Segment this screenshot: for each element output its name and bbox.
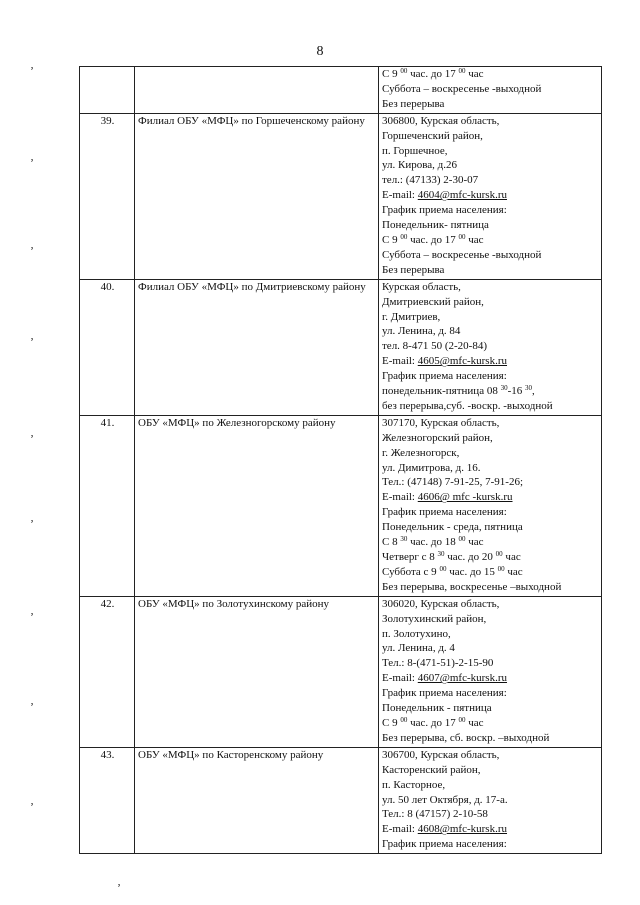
detail-line: Четверг с 8 $^{30}$ час. до 20 $^{00}$ час xyxy=(382,550,521,563)
detail-line: п. Золотухино, xyxy=(382,627,451,640)
branch-details xyxy=(379,279,602,415)
branch-name: ОБУ «МФЦ» по Золотухинскому району xyxy=(135,596,379,747)
detail-line: Касторенский район, xyxy=(382,763,481,776)
detail-line: График приема населения: xyxy=(382,687,507,700)
detail-line: Понедельник - пятница xyxy=(382,702,492,715)
detail-line: г. Дмитриев, xyxy=(382,310,441,323)
detail-line: E-mail: 4606@ mfc -kursk.ru xyxy=(382,491,513,504)
detail-line: ул. Ленина, д. 4 xyxy=(382,642,455,655)
detail-line: Тел.: 8 (47157) 2-10-58 xyxy=(382,808,488,821)
email-link[interactable]: 4606@ mfc -kursk.ru xyxy=(417,491,513,504)
detail-line: График приема населения: xyxy=(382,506,507,519)
detail-line: 306700, Курская область, xyxy=(382,748,500,761)
table-row xyxy=(80,747,602,853)
table-row xyxy=(80,279,602,415)
page-number: 8 xyxy=(316,44,324,59)
detail-line: Понедельник - среда, пятница xyxy=(382,521,523,534)
check-mark-icon: ʼ xyxy=(117,881,121,895)
branch-name: ОБУ «МФЦ» по Железногорскому району xyxy=(135,415,379,596)
detail-line: График приема населения: xyxy=(382,370,507,383)
detail-line: п. Горшечное, xyxy=(382,144,448,157)
email-link[interactable]: 4604@mfc-kursk.ru xyxy=(417,189,508,202)
check-mark-icon: ʼ xyxy=(30,700,34,714)
detail-line: тел.: (47133) 2-30-07 xyxy=(382,174,479,187)
detail-line: Курская область, xyxy=(382,280,461,293)
detail-line: Без перерыва xyxy=(382,97,445,110)
detail-line: п. Касторное, xyxy=(382,778,446,791)
detail-line: E-mail: 4608@mfc-kursk.ru xyxy=(382,823,508,836)
detail-line: ул. Димитрова, д. 16. xyxy=(382,461,481,474)
detail-line: E-mail: 4605@mfc-kursk.ru xyxy=(382,355,508,368)
check-mark-icon: ʼ xyxy=(30,156,34,170)
detail-line: Суббота – воскресенье -выходной xyxy=(382,248,542,261)
row-number: 40. xyxy=(80,279,135,415)
branch-details xyxy=(379,67,602,114)
branch-name: Филиал ОБУ «МФЦ» по Горшеченскому району xyxy=(135,113,379,279)
detail-line: Суббота – воскресенье -выходной xyxy=(382,82,542,95)
branch-details xyxy=(379,596,602,747)
detail-line: С 9 $^{00}$ час. до 17 $^{00}$ час xyxy=(382,67,484,80)
row-number: 43. xyxy=(80,747,135,853)
detail-line: Тел.: 8-(471-51)-2-15-90 xyxy=(382,657,494,670)
detail-line: График приема населения: xyxy=(382,204,507,217)
table-row xyxy=(80,596,602,747)
detail-line: 306020, Курская область, xyxy=(382,597,500,610)
row-number xyxy=(80,67,135,114)
detail-line: Суббота с 9 $^{00}$ час. до 15 $^{00}$ час xyxy=(382,564,523,578)
branch-table xyxy=(79,66,602,854)
check-mark-icon: ʼ xyxy=(30,517,34,531)
check-mark-icon: ʼ xyxy=(30,64,34,78)
detail-line: С 8 $^{30}$ час. до 18 $^{00}$ час xyxy=(382,535,484,549)
branch-name: ОБУ «МФЦ» по Касторенскому району xyxy=(135,747,379,853)
check-mark-icon: ʼ xyxy=(30,610,34,624)
check-mark-icon: ʼ xyxy=(30,432,34,446)
detail-line: ул. Ленина, д. 84 xyxy=(382,325,461,338)
detail-line: тел. 8-471 50 (2-20-84) xyxy=(382,340,487,353)
detail-line: Золотухинский район, xyxy=(382,612,487,625)
detail-line: Понедельник- пятница xyxy=(382,219,489,232)
detail-line: С 9 $^{00}$ час. до 17 $^{00}$ час xyxy=(382,715,484,729)
branch-name: Филиал ОБУ «МФЦ» по Дмитриевскому району xyxy=(135,279,379,415)
email-link[interactable]: 4605@mfc-kursk.ru xyxy=(417,355,508,368)
branch-name xyxy=(135,67,379,114)
row-number: 39. xyxy=(80,113,135,279)
detail-line: без перерыва,суб. -воскр. -выходной xyxy=(382,399,553,412)
branch-details xyxy=(379,747,602,853)
detail-line: E-mail: 4604@mfc-kursk.ru xyxy=(382,189,508,202)
detail-line: понедельник-пятница 08 $^{30}$-16 $^{30}$, xyxy=(382,384,535,398)
detail-line: График приема населения: xyxy=(382,838,507,851)
detail-line: ул. Кирова, д.26 xyxy=(382,159,458,172)
email-link[interactable]: 4607@mfc-kursk.ru xyxy=(417,672,508,685)
table-row xyxy=(80,113,602,279)
detail-line: 306800, Курская область, xyxy=(382,114,500,127)
table-body xyxy=(80,67,602,854)
detail-line: г. Железногорск, xyxy=(382,446,460,459)
table-row xyxy=(80,415,602,596)
detail-line: Железногорский район, xyxy=(382,431,493,444)
table-row-continued xyxy=(80,67,602,114)
detail-line: ул. 50 лет Октября, д. 17-а. xyxy=(382,793,508,806)
detail-line: 307170, Курская область, xyxy=(382,416,500,429)
detail-line: Без перерыва xyxy=(382,263,445,276)
detail-line: E-mail: 4607@mfc-kursk.ru xyxy=(382,672,508,685)
branch-details xyxy=(379,113,602,279)
check-mark-icon: ʼ xyxy=(30,244,34,258)
check-mark-icon: ʼ xyxy=(30,800,34,814)
detail-line: Горшеченский район, xyxy=(382,129,483,142)
detail-line: Без перерыва, сб. воскр. –выходной xyxy=(382,731,550,744)
branch-details xyxy=(379,415,602,596)
detail-line: Без перерыва, воскресенье –выходной xyxy=(382,580,562,593)
row-number: 41. xyxy=(80,415,135,596)
detail-line: Тел.: (47148) 7-91-25, 7-91-26; xyxy=(382,476,524,489)
check-mark-icon: ʼ xyxy=(30,335,34,349)
detail-line: С 9 $^{00}$ час. до 17 $^{00}$ час xyxy=(382,232,484,246)
row-number: 42. xyxy=(80,596,135,747)
email-link[interactable]: 4608@mfc-kursk.ru xyxy=(417,823,508,836)
detail-line: Дмитриевский район, xyxy=(382,295,484,308)
